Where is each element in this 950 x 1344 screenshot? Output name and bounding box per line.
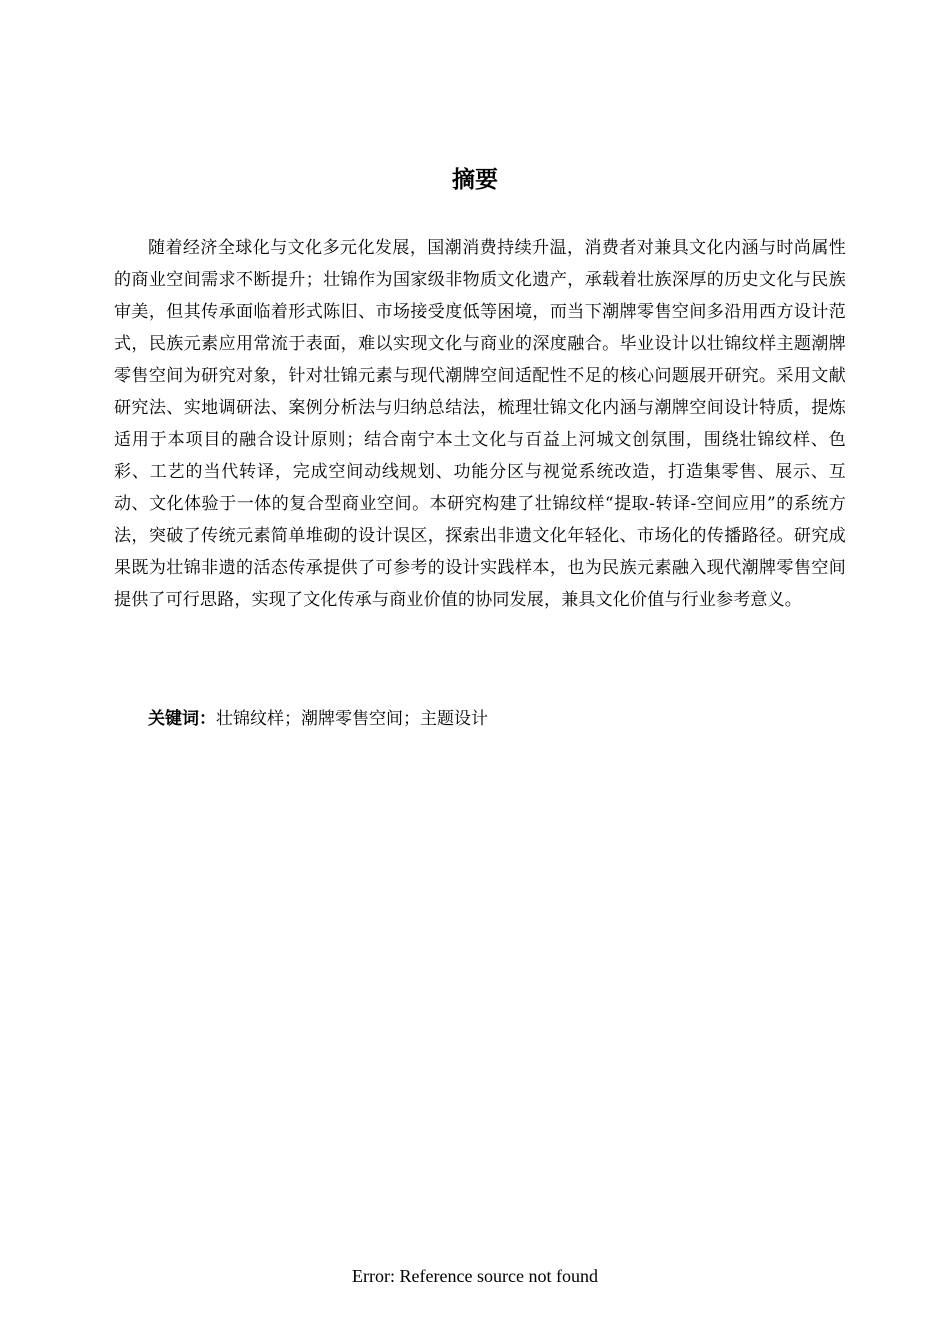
page-footer: Error: Reference source not found — [352, 1266, 598, 1286]
abstract-paragraph: 随着经济全球化与文化多元化发展，国潮消费持续升温，消费者对兼具文化内涵与时尚属性的商业空间需求不断提升；壮锦作为国家级非物质文化遗产，承载着壮族深厚的历史文化与民族审美，但其传承面临着形式陈旧、市场接受度低等困境，而当下潮牌零售空间多沿用西方设计范式，民族元素应用常流于表面，难以实现文化与商业的深度融合。毕业设计以壮锦纹样主题潮牌零售空间为研究对象，针对壮锦元素与现代潮牌空间适配性不足的核心问题展开研究。采用文献研究法、实地调研法、案例分析法与归纳总结法，梳理壮锦文化内涵与潮牌空间设计特质，提炼适用于本项目的融合设计原则；结合南宁本土文化与百益上河城文创氛围，围绕壮锦纹样、色彩、工艺的当代转译，完成空间动线规划、功能分区与视觉系统改造，打造集零售、展示、互动、文化体验于一体的复合型商业空间。本研究构建了壮锦纹样“提取-转译-空间应用”的系统方法，突破了传统元素简单堆砌的设计误区，探索出非遗文化年轻化、市场化的传播路径。研究成果既为壮锦非遗的活态传承提供了可参考的设计实践样本，也为民族元素融入现代潮牌零售空间提供了可行思路，实现了文化传承与商业价值的协同发展，兼具文化价值与行业参考意义。 — [114, 238, 846, 610]
keywords-line — [148, 704, 848, 734]
page-title: 摘要 — [452, 167, 498, 193]
keywords-label: 关键词： — [148, 709, 216, 729]
keywords-text: 壮锦纹样；潮牌零售空间；主题设计 — [216, 709, 488, 729]
